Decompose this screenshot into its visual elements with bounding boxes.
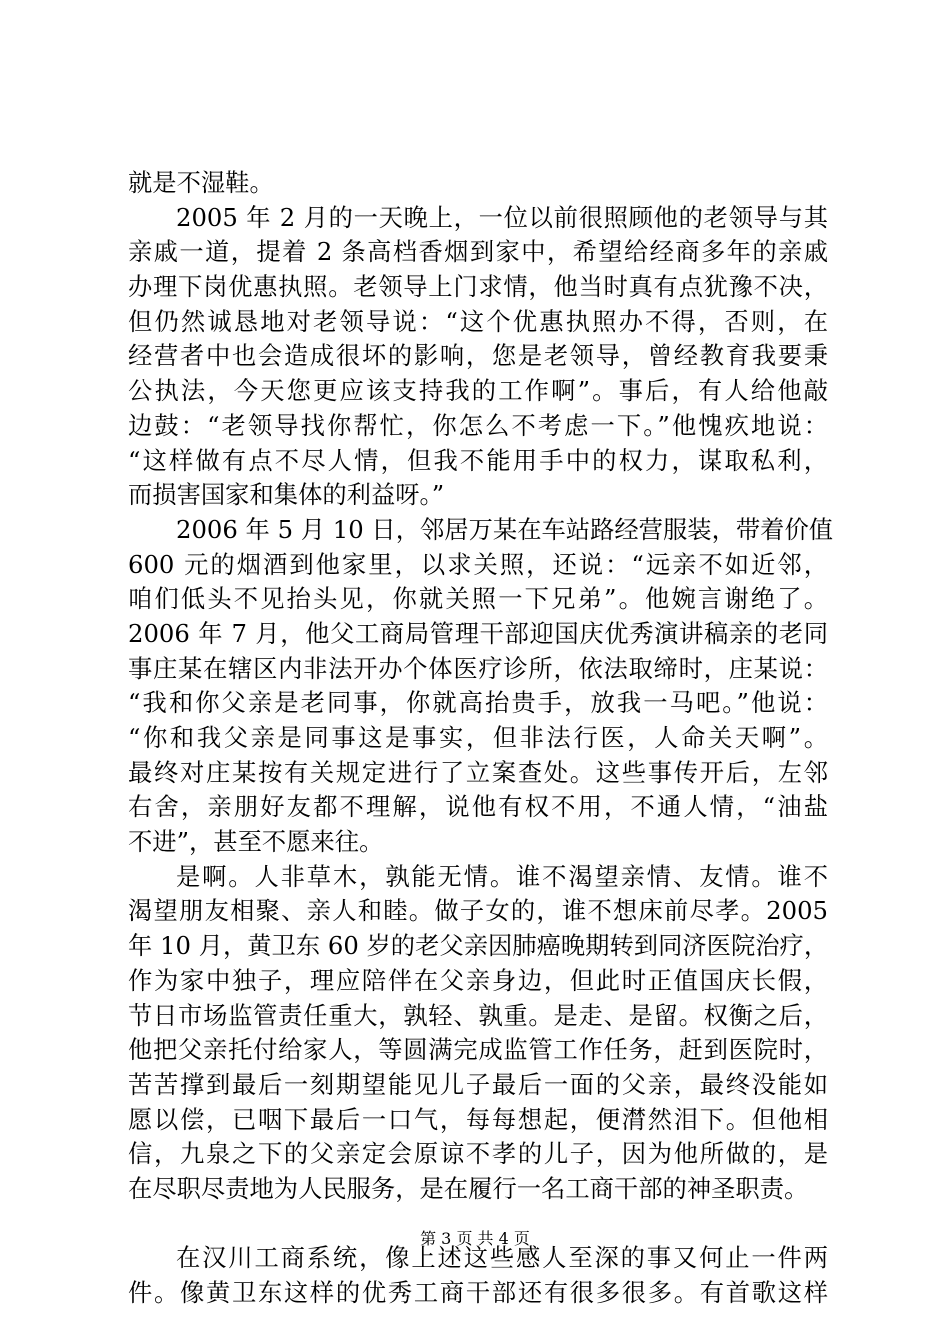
text-line: 是啊。人非草木，孰能无情。谁不渴望亲情、友情。谁不 [176,861,828,891]
text-line: 作为家中独子，理应陪伴在父亲身边，但此时正值国庆长假， [128,965,828,995]
text-line: 2005 年 2 月的一天晚上，一位以前很照顾他的老领导与其 [176,202,828,232]
text-line: “我和你父亲是老同事，你就高抬贵手，放我一马吧。”他说： [128,688,828,718]
text-line: “这样做有点不尽人情，但我不能用手中的权力，谋取私利， [128,445,828,475]
text-line: 不进”，甚至不愿来往。 [128,827,384,857]
text-line: 信，九泉之下的父亲定会原谅不孝的儿子，因为他所做的，是 [128,1139,828,1169]
text-line: 咱们低头不见抬头见，你就关照一下兄弟”。他婉言谢绝了。 [128,584,828,614]
text-line: 渴望朋友相聚、亲人和睦。做子女的，谁不想床前尽孝。2005 [128,896,828,926]
text-line: 公执法，今天您更应该支持我的工作啊”。事后，有人给他敲 [128,376,828,406]
text-line: 600 元的烟酒到他家里，以求关照，还说：“远亲不如近邻， [128,549,828,579]
text-line: 2006 年 5 月 10 日，邻居万某在车站路经营服装，带着价值 [176,514,834,544]
text-line: 件。像黄卫东这样的优秀工商干部还有很多很多。有首歌这样 [128,1278,828,1307]
text-line: 2006 年 7 月，他父工商局管理干部迎国庆优秀演讲稿亲的老同 [128,618,828,648]
text-line: 愿以偿，已咽下最后一口气，每每想起，便潸然泪下。但他相 [128,1104,828,1134]
text-line: 在尽职尽责地为人民服务，是在履行一名工商干部的神圣职责。 [128,1173,809,1203]
text-line: 边鼓：“老领导找你帮忙，你怎么不考虑一下。”他愧疚地说： [128,410,828,440]
document-body [128,166,834,1311]
text-line: 右舍，亲朋好友都不理解，说他有权不用，不通人情，“油盐 [128,792,828,822]
text-line: 事庄某在辖区内非法开办个体医疗诊所，依法取缔时，庄某说： [128,653,828,683]
text-line: 办理下岗优惠执照。老领导上门求情，他当时真有点犹豫不决， [128,272,828,302]
text-line: “你和我父亲是同事这是事实，但非法行医，人命关天啊”。 [128,723,828,752]
text-line: 他把父亲托付给家人，等圆满完成监管工作任务，赶到医院时， [128,1035,828,1065]
text-line: 最终对庄某按有关规定进行了立案查处。这些事传开后，左邻 [128,757,828,787]
text-line: 年 10 月，黄卫东 60 岁的老父亲因肺癌晚期转到同济医院治疗， [128,931,829,961]
text-line: 在汉川工商系统，像上述这些感人至深的事又何止一件两 [176,1243,828,1273]
text-line: 而损害国家和集体的利益呀。” [128,480,445,510]
text-line: 就是不湿鞋。 [128,168,274,197]
text-line: 经营者中也会造成很坏的影响，您是老领导，曾经教育我要秉 [128,341,828,371]
text-line: 节日市场监管责任重大，孰轻、孰重。是走、是留。权衡之后， [128,1000,828,1030]
text-line: 亲戚一道，提着 2 条高档香烟到家中，希望给经商多年的亲戚 [128,237,828,267]
text-line: 但仍然诚恳地对老领导说：“这个优惠执照办不得，否则，在 [128,306,828,336]
page-footer: 第 3 页 共 4 页 [420,1229,530,1248]
text-line: 苦苦撑到最后一刻期望能见儿子最后一面的父亲，最终没能如 [128,1069,828,1099]
